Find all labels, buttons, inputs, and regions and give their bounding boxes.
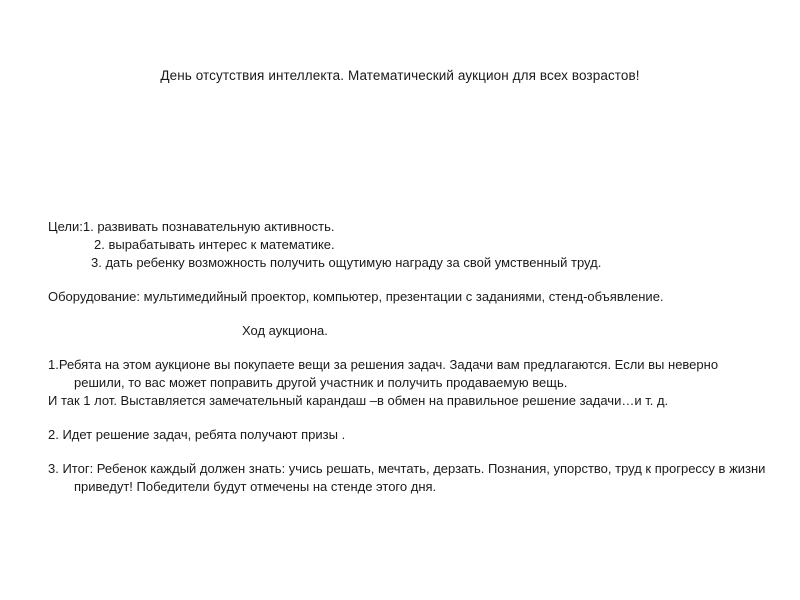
- step-2-text: 2. Идет решение задач, ребята получают призы .: [48, 427, 346, 442]
- goal-2: 2. вырабатывать интерес к математике.: [94, 237, 335, 252]
- step-3-text: 3. Итог: Ребенок каждый должен знать: учись решать, мечтать, дерзать. Познания, упорство, труд к прогрессу в жизни приведут! Победители будут отмечены на стенде этого дня.: [48, 461, 766, 494]
- page-title: День отсутствия интеллекта. Математический аукцион для всех возрастов!: [160, 68, 640, 83]
- goal-1: Цели:1. развивать познавательную активность.: [48, 219, 335, 234]
- step-1-text: 1.Ребята на этом аукционе вы покупаете вещи за решения задач. Задачи вам предлагаются. Если вы неверно решили, то вас может поправить другой участник и получить продаваемую вещь.: [48, 357, 719, 390]
- equipment-text: Оборудование: мультимедийный проектор, компьютер, презентации с заданиями, стенд-объявление.: [48, 289, 664, 304]
- slide-body: [48, 218, 768, 496]
- goal-3: 3. дать ребенку возможность получить ощутимую награду за свой умственный труд.: [91, 255, 602, 270]
- procedure-heading: Ход аукциона.: [242, 323, 328, 338]
- lot-text: И так 1 лот. Выставляется замечательный карандаш –в обмен на правильное решение задачи…и т. д.: [48, 393, 669, 408]
